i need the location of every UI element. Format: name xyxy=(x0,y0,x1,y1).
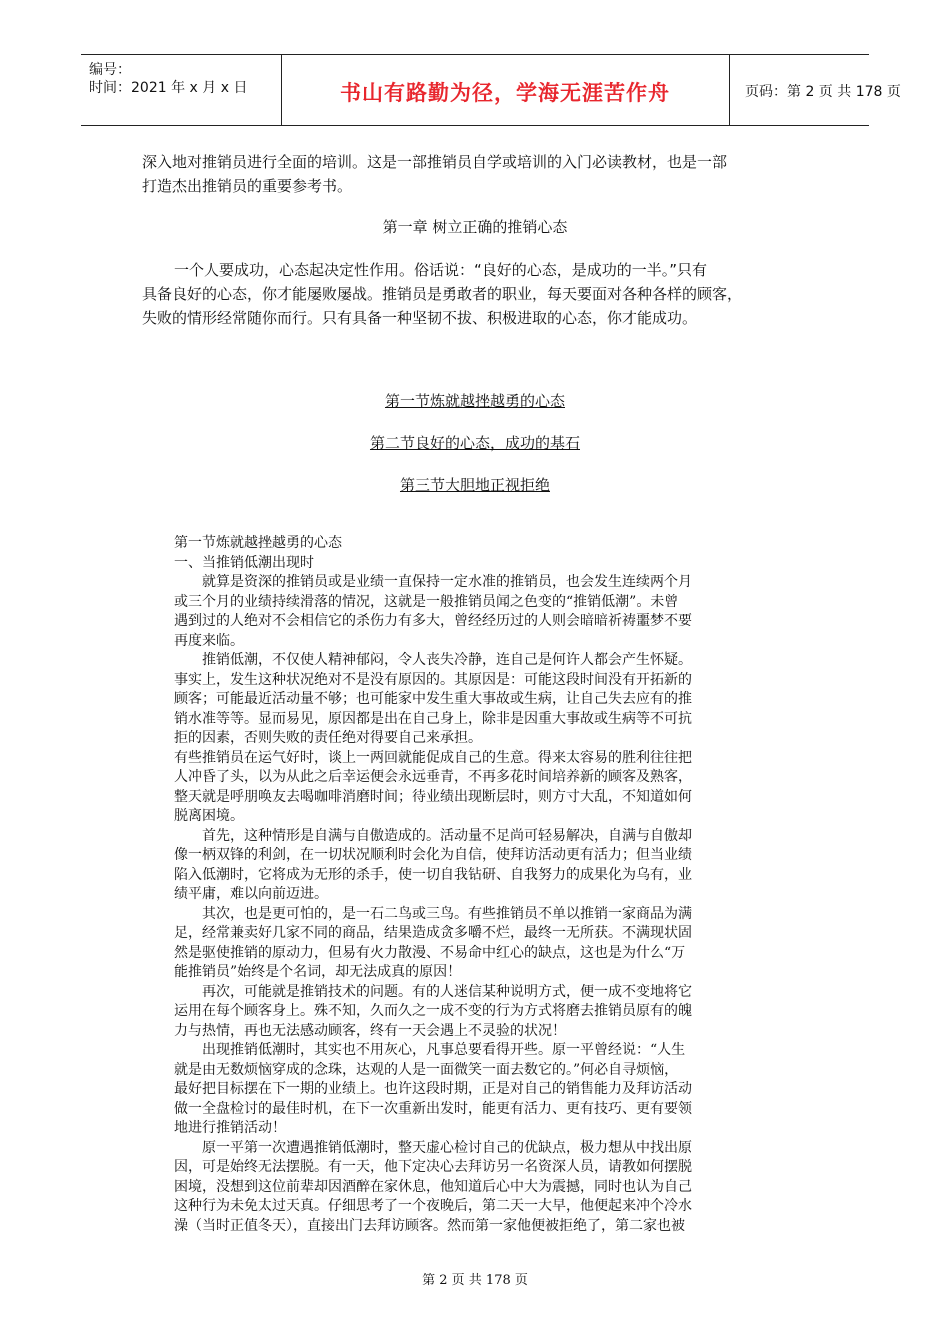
body-line: 因，可是始终无法摆脱。有一天，他下定决心去拜访另一名资深人员，请教如何摆脱 xyxy=(174,1159,692,1175)
body-line: 运用在每个顾客身上。殊不知，久而久之一成不变的行为方式将磨去推销员原有的魄 xyxy=(174,1003,692,1019)
body-line: 然是驱使推销的原动力，但易有火力散漫、不易命中红心的缺点，这也是为什么“万 xyxy=(174,944,686,961)
body-line: 再度来临。 xyxy=(174,632,244,649)
body-line: 事实上，发生这种状况绝对不是没有原因的。其原因是：可能这段时间没有开拓新的 xyxy=(174,671,692,688)
toc-link[interactable]: 第一节炼就越挫越勇的心态 xyxy=(384,392,565,410)
chapter-intro-paragraph xyxy=(142,258,842,330)
body-line: 再次，可能就是推销技术的问题。有的人迷信某种说明方式，便一成不变地将它 xyxy=(174,983,692,1000)
body-line: 就算是资深的推销员或是业绩一直保持一定水准的推销员，也会发生连续两个月 xyxy=(174,574,692,590)
section-body xyxy=(174,534,794,1236)
intro-line: 深入地对推销员进行全面的培训。这是一部推销员自学或培训的入门必读教材，也是一部 xyxy=(142,153,728,171)
intro-line: 打造杰出推销员的重要参考书。 xyxy=(142,177,353,195)
body-line: 脱离困境。 xyxy=(174,808,244,824)
chapter-title: 第一章 树立正确的推销心态 xyxy=(382,218,568,236)
body-line: 就是由无数烦恼穿成的念珠，达观的人是一面微笑一面去数它的。”何必自寻烦恼， xyxy=(174,1061,679,1078)
page-code: 页码：第 2 页 共 178 页 xyxy=(745,84,901,100)
body-line: 推销低潮，不仅使人精神郁闷，令人丧失冷静，连自己是何许人都会产生怀疑。 xyxy=(174,652,692,668)
document-date-label: 时间：2021 年 x 月 x 日 xyxy=(89,80,248,96)
body-line: 做一全盘检讨的最佳时机，在下一次重新出发时，能更有活力、更有技巧、更有要领 xyxy=(174,1100,692,1117)
body-line: 拒的因素，否则失败的责任绝对得要自己来承担。 xyxy=(174,730,482,746)
body-line: 这种行为未免太过天真。仔细思考了一个夜晚后，第二天一大早，他便起来冲个冷水 xyxy=(174,1198,692,1214)
chapter-intro-line: 具备良好的心态，你才能屡败屡战。推销员是勇敢者的职业，每天要面对各种各样的顾客， xyxy=(142,285,743,303)
document-number-label: 编号： xyxy=(89,62,131,78)
chapter-intro-line: 失败的情形经常随你而行。只有具备一种坚韧不拔、积极进取的心态，你才能成功。 xyxy=(142,309,698,327)
body-line: 出现推销低潮时，其实也不用灰心，凡事总要看得开些。原一平曾经说：“人生 xyxy=(174,1042,686,1058)
body-line: 最好把目标摆在下一期的业绩上。也许这段时期，正是对自己的销售能力及拜访活动 xyxy=(174,1081,692,1097)
body-line: 顾客；可能最近活动量不够；也可能家中发生重大事故或生病，让自己失去应有的推 xyxy=(174,691,692,707)
body-line: 其次，也是更可怕的，是一石二鸟或三鸟。有些推销员不单以推销一家商品为满 xyxy=(174,905,692,922)
body-line: 原一平第一次遭遇推销低潮时，整天虚心检讨自己的优缺点，极力想从中找出原 xyxy=(174,1139,692,1156)
header-table xyxy=(81,54,901,126)
header-page-cell xyxy=(729,55,901,125)
motto-text: 书山有路勤为径，学海无涯苦作舟 xyxy=(340,80,670,105)
toc-item-section-3[interactable] xyxy=(0,474,950,495)
body-line: 困境，没想到这位前辈却因酒醉在家休息，他知道后心中大为震撼，同时也认为自己 xyxy=(174,1178,692,1195)
section-title: 第一节炼就越挫越勇的心态 xyxy=(174,535,342,551)
page-footer: 第 2 页 共 178 页 xyxy=(422,1273,528,1288)
section-subtitle: 一、当推销低潮出现时 xyxy=(174,554,314,571)
intro-paragraph xyxy=(142,150,842,198)
body-line: 首先，这种情形是自满与自傲造成的。活动量不足尚可轻易解决，自满与自傲却 xyxy=(174,827,692,844)
body-line: 销水准等等。显而易见，原因都是出在自己身上，除非是因重大事故或生病等不可抗 xyxy=(174,710,692,727)
body-line: 整天就是呼朋唤友去喝咖啡消磨时间；待业绩出现断层时，则方寸大乱，不知道如何 xyxy=(174,788,692,805)
body-line: 澡（当时正值冬天），直接出门去拜访顾客。然而第一家他便被拒绝了，第二家也被 xyxy=(174,1217,685,1234)
chapter-intro-line: 一个人要成功，心态起决定性作用。俗话说：“良好的心态，是成功的一半。”只有 xyxy=(174,261,708,279)
section-text xyxy=(174,573,794,1236)
body-line: 力与热情，再也无法感动顾客，终有一天会遇上不灵验的状况！ xyxy=(174,1022,566,1039)
body-line: 有些推销员在运气好时，谈上一两回就能促成自己的生意。得来太容易的胜利往往把 xyxy=(174,749,692,766)
body-line: 或三个月的业绩持续滑落的情况，这就是一般推销员闻之色变的“推销低潮”。未曾 xyxy=(174,593,679,610)
toc-link[interactable]: 第二节良好的心态，成功的基石 xyxy=(369,434,580,452)
toc-link[interactable]: 第三节大胆地正视拒绝 xyxy=(399,476,550,494)
toc-item-section-2[interactable] xyxy=(0,432,950,453)
toc-item-section-1[interactable] xyxy=(0,390,950,411)
header-left-cell xyxy=(81,55,282,125)
body-line: 地进行推销活动！ xyxy=(174,1120,286,1136)
body-line: 绩平庸，难以向前迈进。 xyxy=(174,886,328,902)
body-line: 足，经常兼卖好几家不同的商品，结果造成贪多嚼不烂，最终一无所获。不满现状固 xyxy=(174,925,692,941)
body-line: 遇到过的人绝对不会相信它的杀伤力有多大，曾经经历过的人则会暗暗祈祷噩梦不要 xyxy=(174,613,692,629)
body-line: 陷入低潮时，它将成为无形的杀手，使一切自我钻研、自我努力的成果化为乌有，业 xyxy=(174,866,692,883)
header-motto-cell xyxy=(281,55,730,125)
body-line: 像一柄双锋的利剑，在一切状况顺利时会化为自信，使拜访活动更有活力；但当业绩 xyxy=(174,847,692,863)
body-line: 人冲昏了头，以为从此之后幸运便会永远垂青，不再多花时间培养新的顾客及熟客， xyxy=(174,769,692,785)
body-line: 能推销员”始终是个名词，却无法成真的原因！ xyxy=(174,964,462,980)
